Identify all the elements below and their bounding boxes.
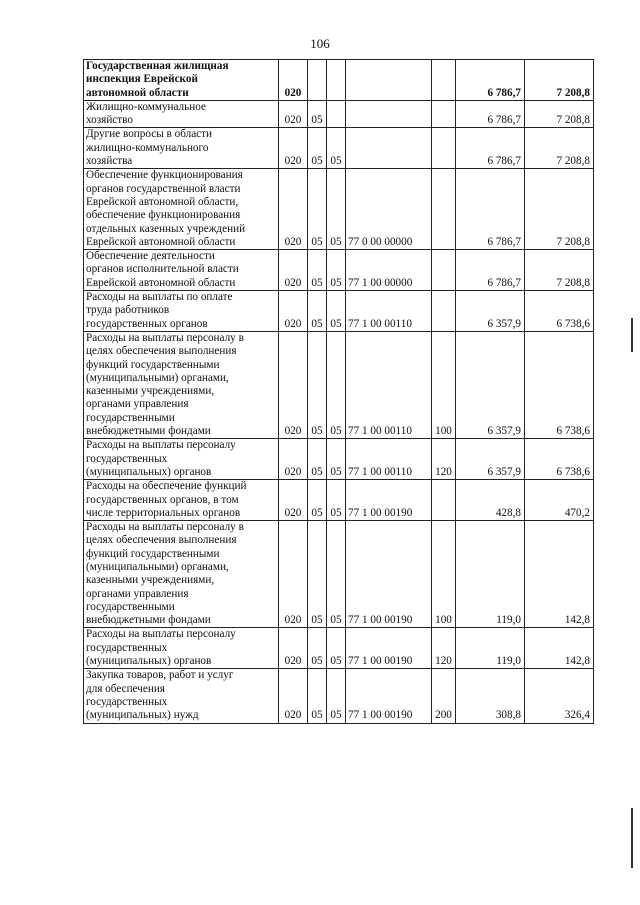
- item-name-cell: Расходы на выплаты персоналу государственных (муниципальных) органов: [84, 628, 279, 669]
- expense-type-cell: [432, 250, 456, 291]
- expense-type-cell: 100: [432, 331, 456, 438]
- table-row: [84, 128, 594, 169]
- amount-year2-cell: 7 208,8: [525, 128, 594, 169]
- page-number: 106: [310, 36, 330, 51]
- section-code-cell: 05: [308, 628, 327, 669]
- subsection-code-cell: [327, 60, 346, 101]
- section-code-cell: 05: [308, 169, 327, 250]
- subsection-code-cell: 05: [327, 439, 346, 480]
- grbs-code-cell: 020: [279, 521, 308, 628]
- target-article-cell: 77 1 00 00190: [346, 480, 432, 521]
- grbs-code-cell: 020: [279, 628, 308, 669]
- target-article-cell: [346, 128, 432, 169]
- amount-year2-cell: 7 208,8: [525, 169, 594, 250]
- item-name-cell: Расходы на обеспечение функций государственных органов, в том числе территориальных органов: [84, 480, 279, 521]
- expense-type-cell: [432, 480, 456, 521]
- item-name-cell: Расходы на выплаты по оплате труда работников государственных органов: [84, 291, 279, 332]
- subsection-code-cell: 05: [327, 169, 346, 250]
- item-name-cell: Расходы на выплаты персоналу в целях обеспечения выполнения функций государственными (муниципальными) органами, казенными учреждениями, органами управления государственными внебюджетными фондами: [84, 521, 279, 628]
- subsection-code-cell: 05: [327, 250, 346, 291]
- expense-type-cell: [432, 128, 456, 169]
- section-code-cell: [308, 60, 327, 101]
- amount-year2-cell: 6 738,6: [525, 291, 594, 332]
- amount-year2-cell: 6 738,6: [525, 331, 594, 438]
- section-code-cell: 05: [308, 250, 327, 291]
- table-row: [84, 250, 594, 291]
- amount-year2-cell: 142,8: [525, 628, 594, 669]
- amount-year1-cell: 6 357,9: [456, 439, 525, 480]
- section-code-cell: 05: [308, 128, 327, 169]
- amount-year2-cell: 142,8: [525, 521, 594, 628]
- amount-year1-cell: 6 786,7: [456, 128, 525, 169]
- expense-type-cell: 200: [432, 669, 456, 723]
- table-row: [84, 669, 594, 723]
- amount-year1-cell: 6 786,7: [456, 100, 525, 128]
- grbs-code-cell: 020: [279, 128, 308, 169]
- amount-year2-cell: 7 208,8: [525, 100, 594, 128]
- subsection-code-cell: 05: [327, 128, 346, 169]
- subsection-code-cell: 05: [327, 291, 346, 332]
- amount-year2-cell: 326,4: [525, 669, 594, 723]
- target-article-cell: 77 1 00 00110: [346, 331, 432, 438]
- grbs-code-cell: 020: [279, 100, 308, 128]
- target-article-cell: 77 1 00 00190: [346, 521, 432, 628]
- item-name-cell: Другие вопросы в области жилищно-коммунального хозяйства: [84, 128, 279, 169]
- grbs-code-cell: 020: [279, 291, 308, 332]
- expense-type-cell: 120: [432, 439, 456, 480]
- target-article-cell: 77 1 00 00190: [346, 628, 432, 669]
- item-name-cell: Государственная жилищная инспекция Еврейской автономной области: [84, 60, 279, 101]
- target-article-cell: 77 1 00 00110: [346, 291, 432, 332]
- expense-type-cell: 100: [432, 521, 456, 628]
- grbs-code-cell: 020: [279, 169, 308, 250]
- table-row: [84, 169, 594, 250]
- section-code-cell: 05: [308, 669, 327, 723]
- scan-edge-mark: [631, 808, 633, 868]
- subsection-code-cell: 05: [327, 521, 346, 628]
- target-article-cell: 77 1 00 00190: [346, 669, 432, 723]
- subsection-code-cell: 05: [327, 628, 346, 669]
- target-article-cell: [346, 100, 432, 128]
- table-row: [84, 480, 594, 521]
- amount-year1-cell: 6 786,7: [456, 60, 525, 101]
- subsection-code-cell: 05: [327, 669, 346, 723]
- subsection-code-cell: [327, 100, 346, 128]
- target-article-cell: [346, 60, 432, 101]
- section-code-cell: 05: [308, 100, 327, 128]
- expense-type-cell: 120: [432, 628, 456, 669]
- expense-type-cell: [432, 60, 456, 101]
- amount-year1-cell: 308,8: [456, 669, 525, 723]
- amount-year2-cell: 7 208,8: [525, 60, 594, 101]
- expense-type-cell: [432, 169, 456, 250]
- section-code-cell: 05: [308, 480, 327, 521]
- target-article-cell: 77 0 00 00000: [346, 169, 432, 250]
- target-article-cell: 77 1 00 00000: [346, 250, 432, 291]
- section-code-cell: 05: [308, 521, 327, 628]
- table-row: [84, 291, 594, 332]
- grbs-code-cell: 020: [279, 60, 308, 101]
- amount-year1-cell: 6 357,9: [456, 291, 525, 332]
- item-name-cell: Жилищно-коммунальное хозяйство: [84, 100, 279, 128]
- section-code-cell: 05: [308, 331, 327, 438]
- item-name-cell: Расходы на выплаты персоналу в целях обеспечения выполнения функций государственными (муниципальными) органами, казенными учреждениями, органами управления государственными внебюджетными фондами: [84, 331, 279, 438]
- item-name-cell: Обеспечение функционирования органов государственной власти Еврейской автономной области, обеспечение функционирования отдельных казенных учреждений Еврейской автономной области: [84, 169, 279, 250]
- section-code-cell: 05: [308, 439, 327, 480]
- grbs-code-cell: 020: [279, 439, 308, 480]
- amount-year1-cell: 6 786,7: [456, 169, 525, 250]
- table-row: [84, 331, 594, 438]
- item-name-cell: Расходы на выплаты персоналу государственных (муниципальных) органов: [84, 439, 279, 480]
- table-row: [84, 521, 594, 628]
- amount-year2-cell: 6 738,6: [525, 439, 594, 480]
- amount-year1-cell: 6 786,7: [456, 250, 525, 291]
- section-code-cell: 05: [308, 291, 327, 332]
- expense-type-cell: [432, 100, 456, 128]
- amount-year2-cell: 470,2: [525, 480, 594, 521]
- amount-year2-cell: 7 208,8: [525, 250, 594, 291]
- grbs-code-cell: 020: [279, 669, 308, 723]
- item-name-cell: Закупка товаров, работ и услуг для обеспечения государственных (муниципальных) нужд: [84, 669, 279, 723]
- target-article-cell: 77 1 00 00110: [346, 439, 432, 480]
- amount-year1-cell: 6 357,9: [456, 331, 525, 438]
- grbs-code-cell: 020: [279, 331, 308, 438]
- amount-year1-cell: 428,8: [456, 480, 525, 521]
- table-row: [84, 100, 594, 128]
- expense-type-cell: [432, 291, 456, 332]
- item-name-cell: Обеспечение деятельности органов исполнительной власти Еврейской автономной области: [84, 250, 279, 291]
- amount-year1-cell: 119,0: [456, 521, 525, 628]
- subsection-code-cell: 05: [327, 480, 346, 521]
- grbs-code-cell: 020: [279, 250, 308, 291]
- scan-edge-mark: [631, 318, 633, 352]
- table-row: [84, 628, 594, 669]
- grbs-code-cell: 020: [279, 480, 308, 521]
- table-row: [84, 439, 594, 480]
- amount-year1-cell: 119,0: [456, 628, 525, 669]
- subsection-code-cell: 05: [327, 331, 346, 438]
- table-row: [84, 60, 594, 101]
- budget-table: [83, 59, 594, 724]
